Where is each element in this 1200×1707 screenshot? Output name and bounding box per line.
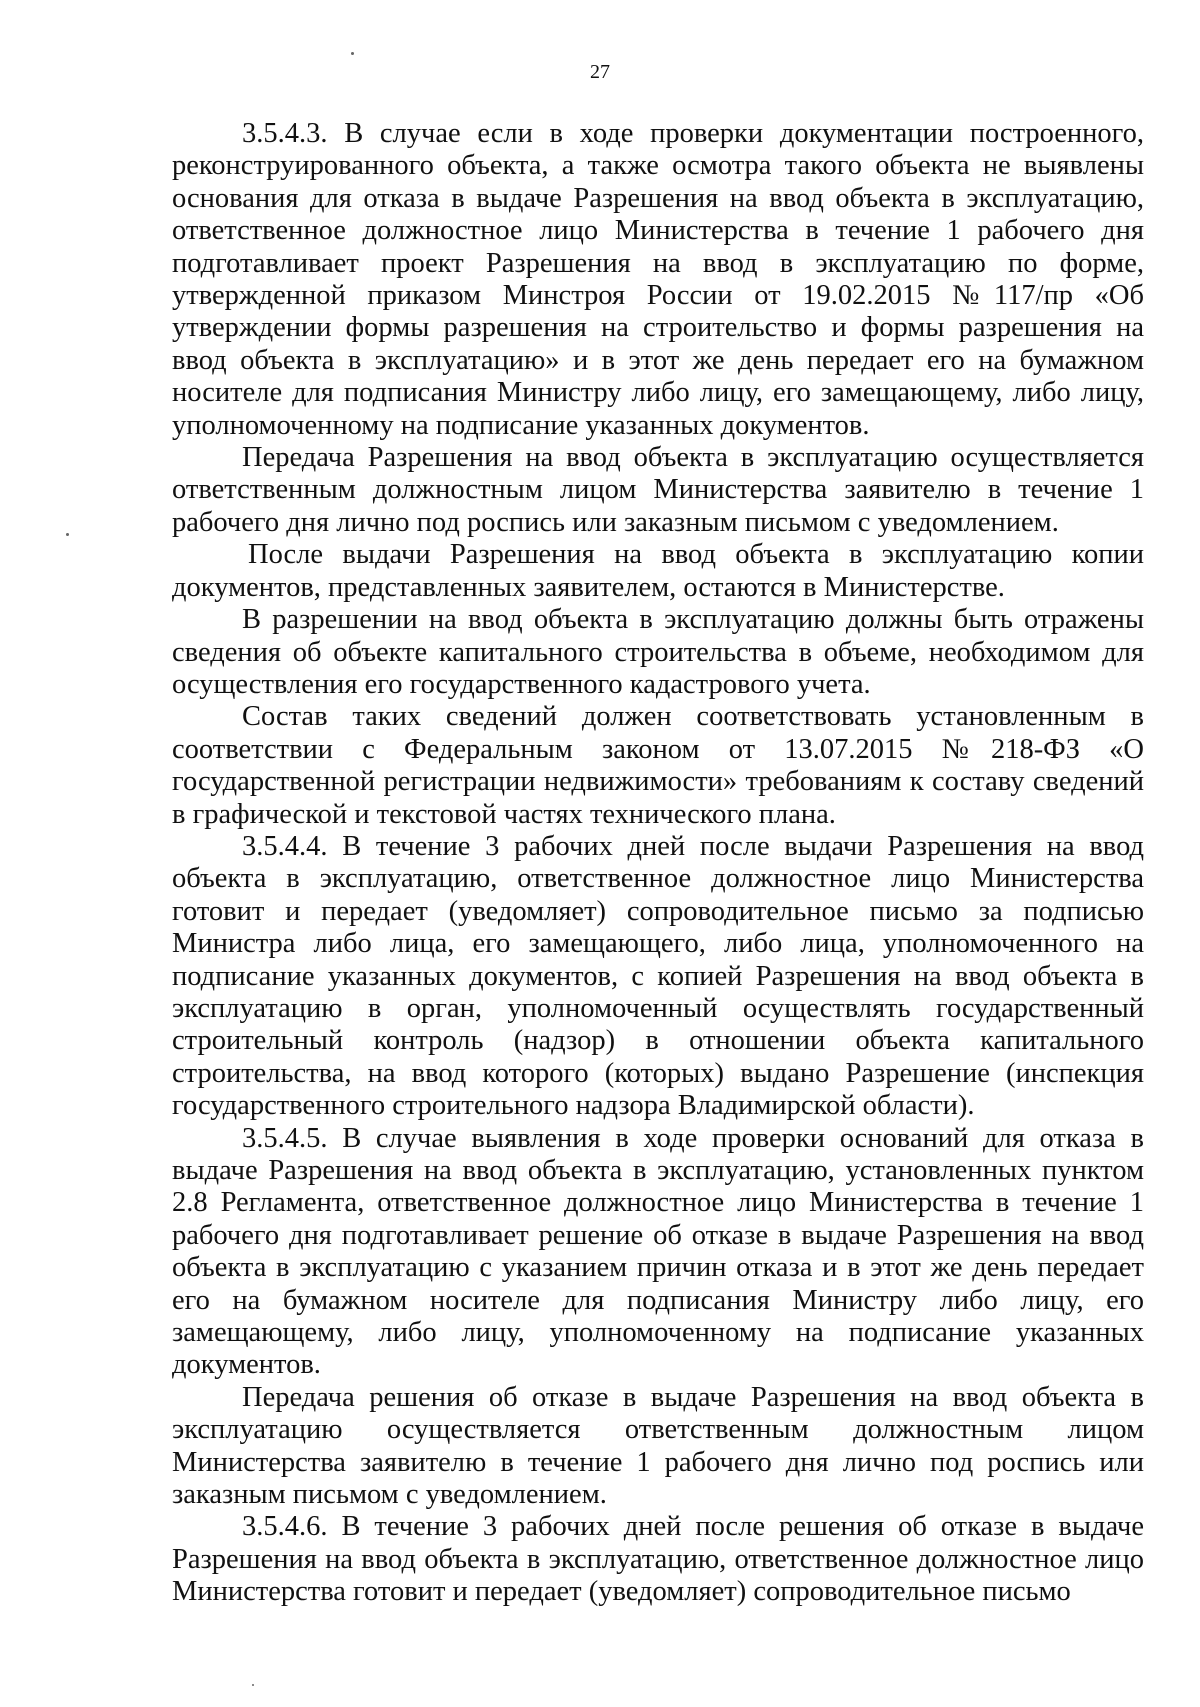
paragraph-3-5-4-5: 3.5.4.5. В случае выявления в ходе проверки оснований для отказа в выдаче Разрешения на ввод объекта в эксплуатацию, установленных пунктом 2.8 Регламента, ответственное должностное лицо Министерства в течение 1 рабочего дня подготавливает решение об отказе в выдаче Разрешения на ввод объекта в эксплуатацию с указанием причин отказа и в этот же день передает его на бумажном носителе для подписания Министру либо лицу, его замещающему, либо лицу, уполномоченному на подписание указанных документов. xyxy=(172,1122,1144,1381)
paragraph-3-5-4-6: 3.5.4.6. В течение 3 рабочих дней после решения об отказе в выдаче Разрешения на ввод объекта в эксплуатацию, ответственное должностное лицо Министерства готовит и передает (уведомляет) сопроводительное письмо xyxy=(172,1511,1144,1608)
paragraph-3-5-4-4: 3.5.4.4. В течение 3 рабочих дней после выдачи Разрешения на ввод объекта в эксплуатацию, ответственное должностное лицо Министерства готовит и передает (уведомляет) сопроводительное письмо за подписью Министра либо лица, его замещающего, либо лица, уполномоченного на подписание указанных документов, с копией Разрешения на ввод объекта в эксплуатацию в орган, уполномоченный осуществлять государственный строительный контроль (надзор) в отношении объекта капитального строительства, на ввод которого (которых) выдано Разрешение (инспекция государственного строительного надзора Владимирской области). xyxy=(172,830,1144,1122)
paragraph-permit-transfer: Передача Разрешения на ввод объекта в эксплуатацию осуществляется ответственным должностным лицом Министерства заявителю в течение 1 рабочего дня лично под роспись или заказным письмом с уведомлением. xyxy=(172,442,1144,538)
scan-speck xyxy=(66,533,69,536)
paragraph-cadastral-info: В разрешении на ввод объекта в эксплуатацию должны быть отражены сведения об объекте капитального строительства в объеме, необходимом для осуществления его государственного кадастрового учета. xyxy=(172,604,1144,700)
scan-speck xyxy=(252,1684,254,1686)
paragraph-refusal-transfer: Передача решения об отказе в выдаче Разрешения на ввод объекта в эксплуатацию осуществляется ответственным должностным лицом Министерства заявителю в течение 1 рабочего дня лично под роспись или заказным письмом с уведомлением. xyxy=(172,1381,1144,1511)
document-body xyxy=(172,118,1144,1609)
paragraph-3-5-4-3: 3.5.4.3. В случае если в ходе проверки документации построенного, реконструированного объекта, а также осмотра такого объекта не выявлены основания для отказа в выдаче Разрешения на ввод объекта в эксплуатацию, ответственное должностное лицо Министерства в течение 1 рабочего дня подготавливает проект Разрешения на ввод в эксплуатацию по форме, утвержденной приказом Минстроя России от 19.02.2015 №117/пр «Об утверждении формы разрешения на строительство и формы разрешения на ввод объекта в эксплуатацию» и в этот же день передает его на бумажном носителе для подписания Министру либо лицу, его замещающему, либо лицу, уполномоченному на подписание указанных документов. xyxy=(172,118,1144,441)
page-number: 27 xyxy=(590,61,610,83)
scan-speck xyxy=(351,52,354,55)
paragraph-technical-plan: Состав таких сведений должен соответствовать установленным в соответствии с Федеральным законом от 13.07.2015 №218-ФЗ «О государственной регистрации недвижимости» требованиям к составу сведений в графической и текстовой частях технического плана. xyxy=(172,701,1144,830)
paragraph-document-copies: После выдачи Разрешения на ввод объекта в эксплуатацию копии документов, представленных заявителем, остаются в Министерстве. xyxy=(172,539,1144,603)
